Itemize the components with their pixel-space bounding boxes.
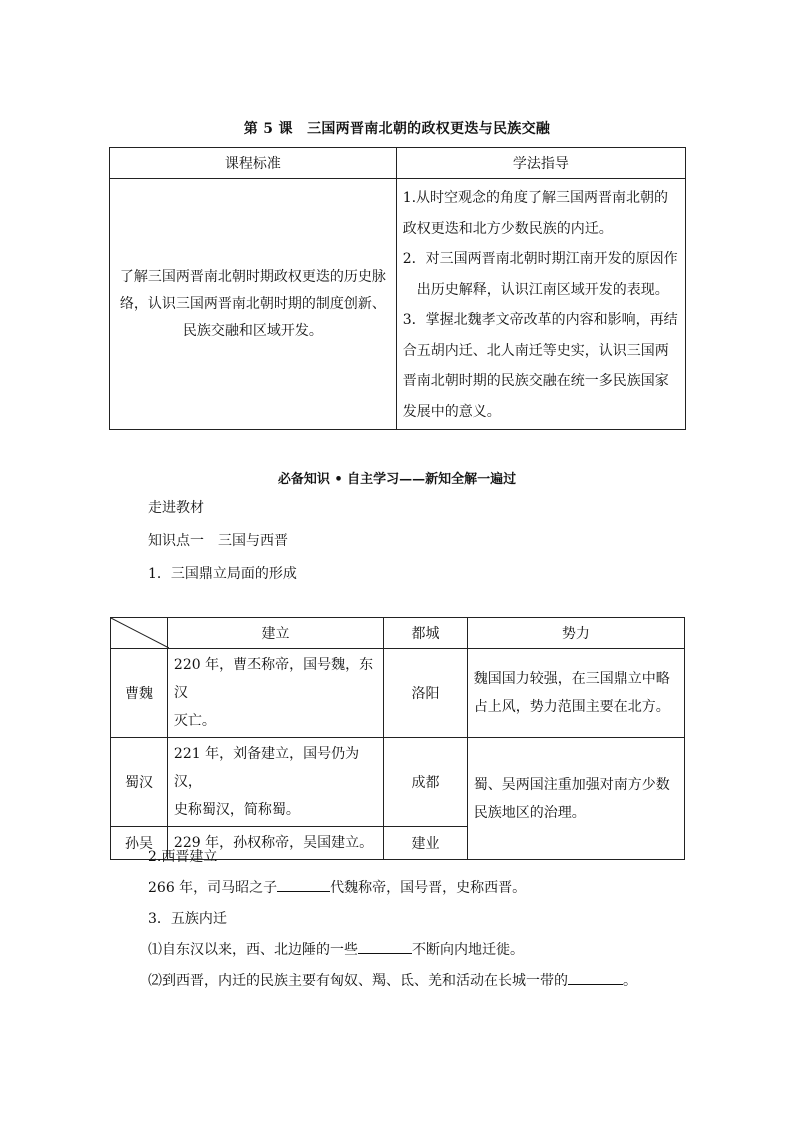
established-line: 灭亡。 xyxy=(173,713,216,729)
item-2-text-after: 代魏称帝，国号晋，史称西晋。 xyxy=(330,880,527,896)
curriculum-standard-cell xyxy=(110,179,397,430)
power-line: 民族地区的治理。 xyxy=(473,804,586,821)
capital-shu-han: 成都 xyxy=(384,738,468,827)
header-capital: 都城 xyxy=(384,618,468,649)
power-cao-wei xyxy=(467,649,684,738)
state-name-sun-wu: 孙吴 xyxy=(111,827,168,860)
standard-line: 了解三国两晋南北朝时期政权更迭的历史脉 xyxy=(119,268,386,285)
item-2-text xyxy=(148,877,526,897)
walk-into-textbook: 走进教材 xyxy=(148,500,204,516)
header-study-guidance: 学法指导 xyxy=(396,148,685,179)
three-kingdoms-table xyxy=(110,617,685,860)
fill-blank xyxy=(277,890,330,892)
item-3-p1 xyxy=(148,939,524,959)
item-3-p2 xyxy=(148,970,637,990)
item-3-title: 3．五族内迁 xyxy=(148,911,227,927)
established-line: 220 年，曹丕称帝，国号魏，东汉 xyxy=(173,657,374,701)
established-line: 史称蜀汉，简称蜀。 xyxy=(173,802,300,818)
established-line: 221 年，刘备建立，国号仍为汉， xyxy=(173,746,360,790)
item-3-p1-after: 不断向内地迁徙。 xyxy=(412,942,524,958)
guidance-line: 2．对三国两晋南北朝时期江南开发的原因作 xyxy=(402,251,678,267)
header-power: 势力 xyxy=(467,618,684,649)
item-1-title: 1．三国鼎立局面的形成 xyxy=(148,566,297,582)
header-established: 建立 xyxy=(167,618,383,649)
header-curriculum-standard: 课程标准 xyxy=(110,148,397,179)
diagonal-header-cell xyxy=(111,618,168,649)
established-shu-han xyxy=(167,738,383,827)
guidance-line: 3．掌握北魏孝文帝改革的内容和影响，再结 xyxy=(402,312,678,328)
power-shu-wu xyxy=(467,738,684,860)
state-name-shu-han: 蜀汉 xyxy=(111,738,168,827)
guidance-line: 合五胡内迁、北人南迁等史实，认识三国两 xyxy=(402,342,669,359)
item-3-p1-before: ⑴自东汉以来，西、北边陲的一些 xyxy=(148,942,358,958)
capital-cao-wei: 洛阳 xyxy=(384,649,468,738)
power-line: 占上风，势力范围主要在北方。 xyxy=(473,699,670,715)
item-3-p2-after: 。 xyxy=(623,973,637,989)
item-2-text-before: 266 年，司马昭之子 xyxy=(148,880,278,896)
item-3-p2-before: ⑵到西晋，内迁的民族主要有匈奴、羯、氐、羌和活动在长城一带的 xyxy=(148,973,568,989)
power-line: 魏国国力较强，在三国鼎立中略 xyxy=(473,671,670,687)
study-guidance-cell xyxy=(396,179,685,430)
item-2-title: 2.西晋建立 xyxy=(148,849,218,865)
knowledge-point-1: 知识点一 三国与西晋 xyxy=(148,533,288,549)
guidance-line: 出历史解释，认识江南区域开发的表现。 xyxy=(416,281,669,298)
established-cao-wei xyxy=(167,649,383,738)
standard-line: 络，认识三国两晋南北朝时期的制度创新、 xyxy=(119,295,386,312)
capital-sun-wu: 建业 xyxy=(384,827,468,860)
state-name-cao-wei: 曹魏 xyxy=(111,649,168,738)
fill-blank xyxy=(358,952,412,954)
guidance-line: 政权更迭和北方少数民族的内迁。 xyxy=(402,220,613,237)
guidance-line: 1.从时空观念的角度了解三国两晋南北朝的 xyxy=(402,190,669,206)
standard-line: 民族交融和区域开发。 xyxy=(182,322,323,339)
diagonal-line xyxy=(111,618,169,648)
section-heading: 必备知识 • 自主学习——新知全解一遍过 xyxy=(277,472,517,487)
guidance-line: 晋南北朝时期的民族交融在统一多民族国家 xyxy=(402,373,669,389)
curriculum-table xyxy=(109,147,686,430)
power-line: 蜀、吴两国注重加强对南方少数 xyxy=(473,776,670,793)
guidance-line: 发展中的意义。 xyxy=(402,403,501,420)
page-title: 第 5 课 三国两晋南北朝的政权更迭与民族交融 xyxy=(243,121,551,137)
established-sun-wu: 229 年，孙权称帝，吴国建立。 xyxy=(167,827,383,860)
fill-blank xyxy=(568,983,623,985)
